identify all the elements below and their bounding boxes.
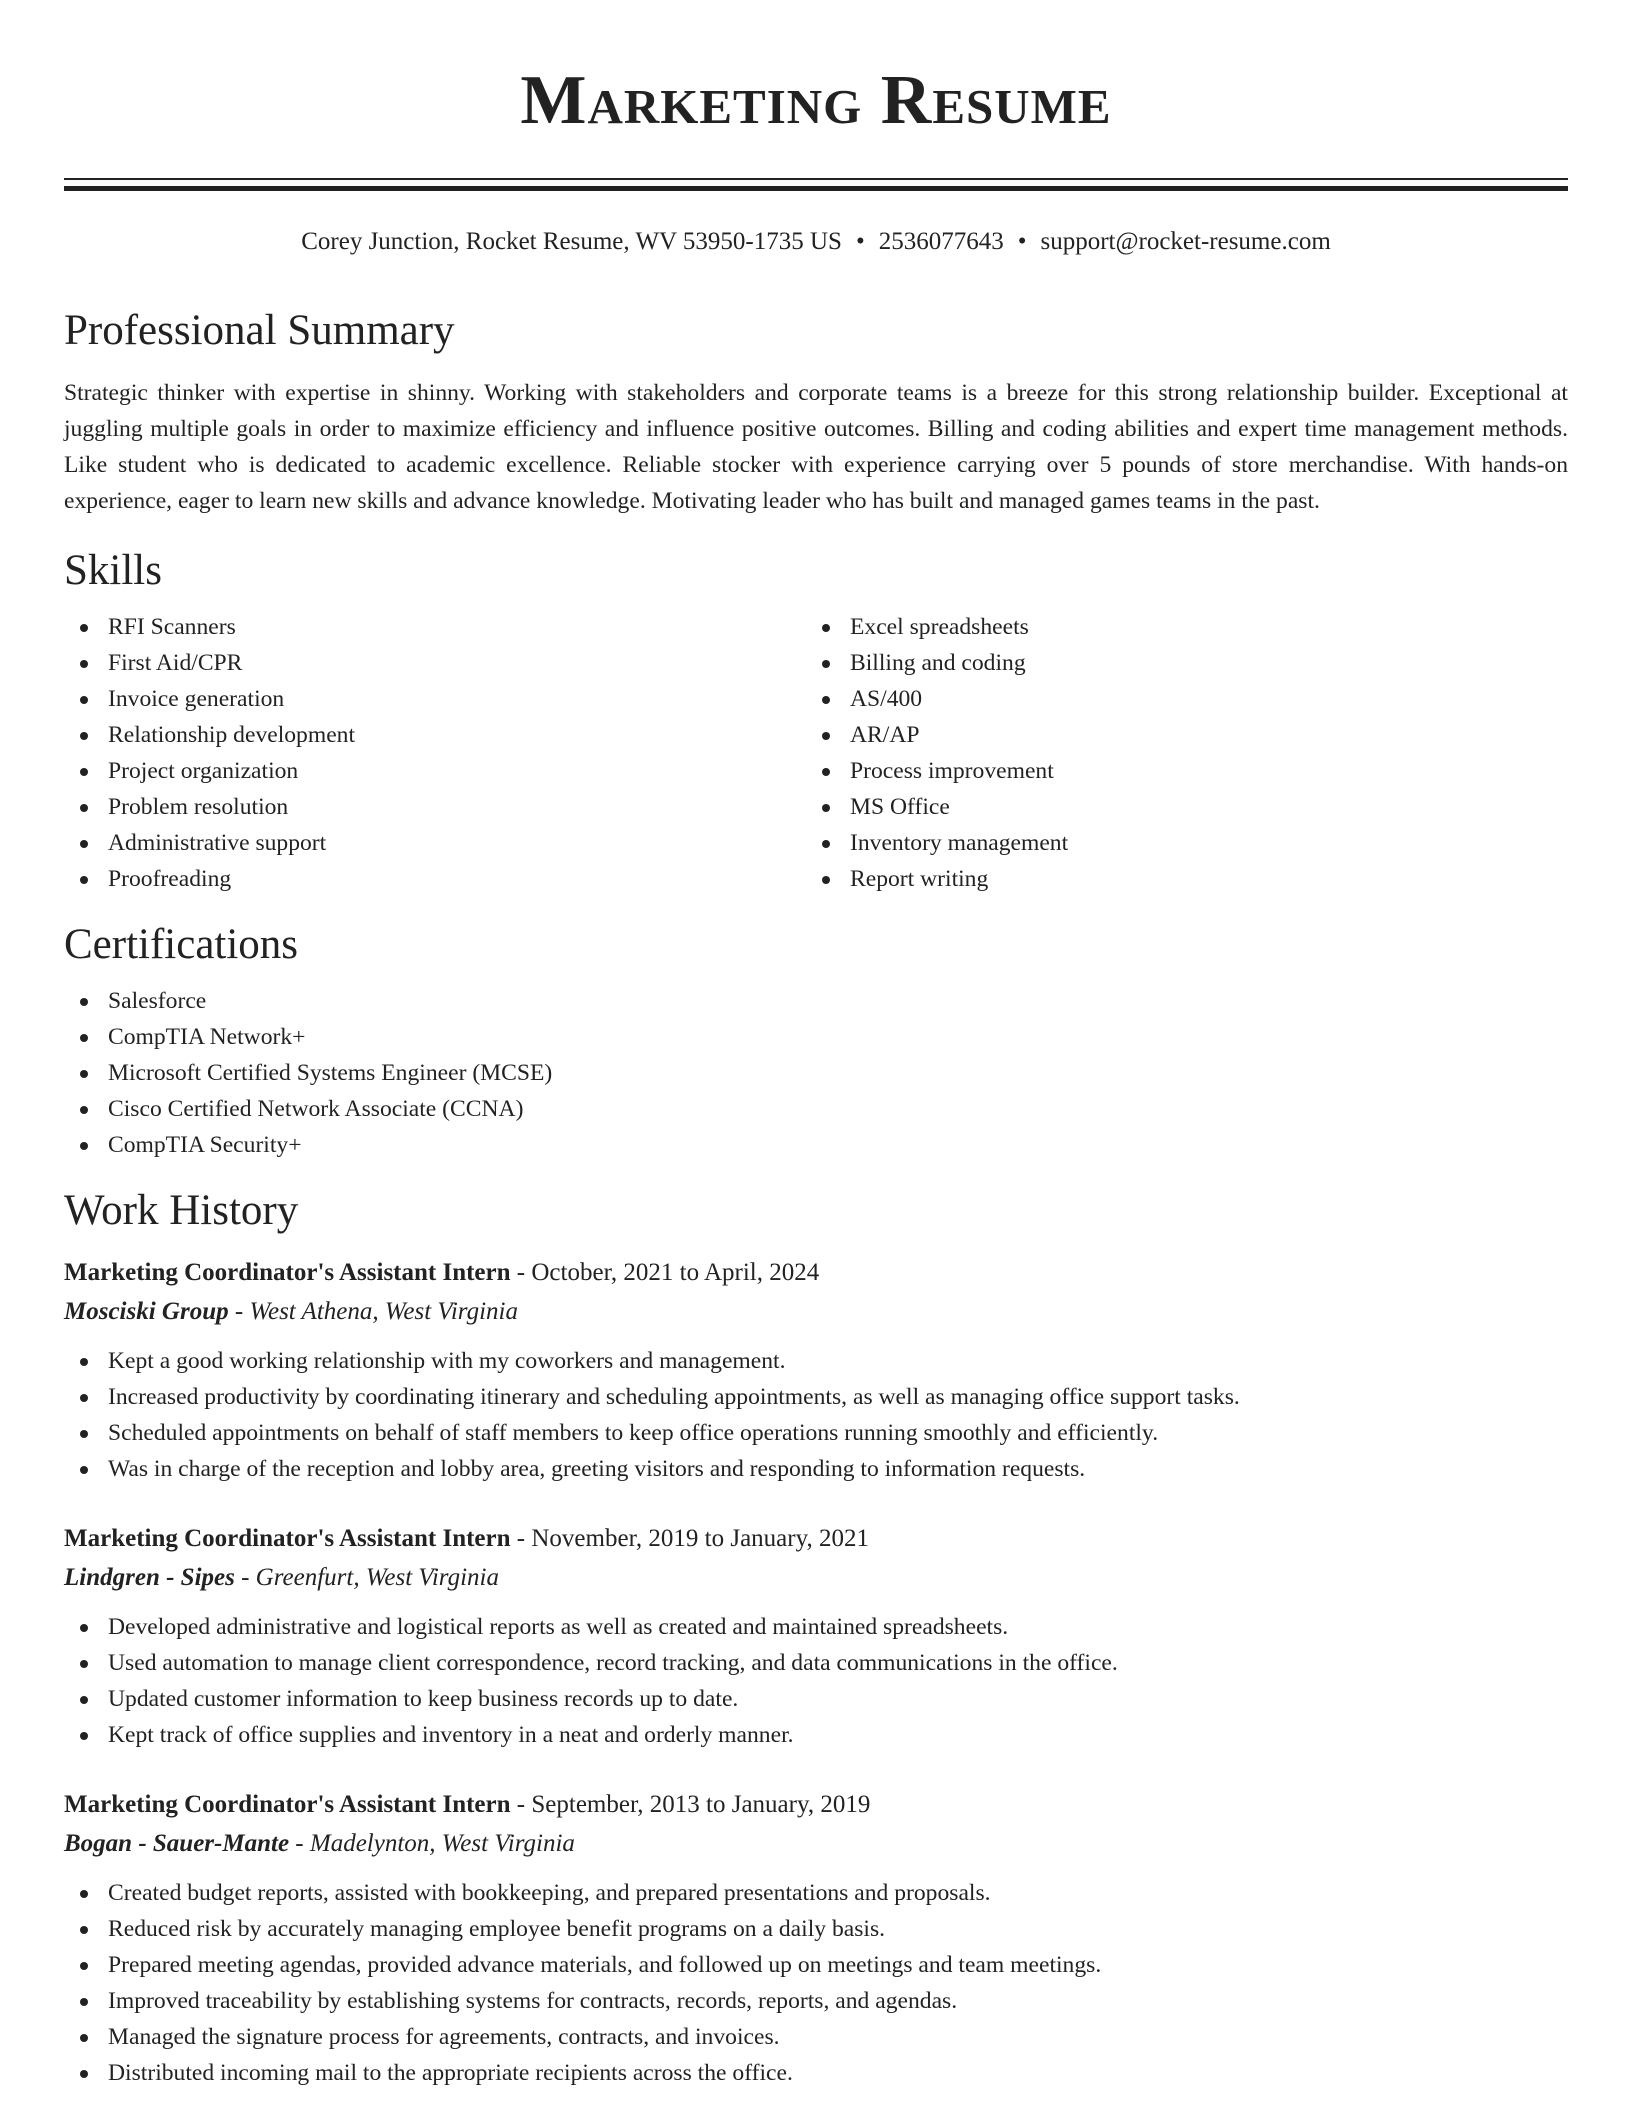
skills-columns bbox=[64, 609, 1568, 897]
resume-title: Marketing Resume bbox=[520, 62, 1112, 139]
work-history-heading: Work History bbox=[64, 1187, 299, 1234]
contact-address: Corey Junction, Rocket Resume, WV 53950-1735 US bbox=[301, 228, 842, 255]
job-location: - West Athena, West Virginia bbox=[234, 1298, 518, 1325]
job-bullet: Kept track of office supplies and inventory in a neat and orderly manner. bbox=[64, 1717, 1568, 1753]
job-bullet: Kept a good working relationship with my coworkers and management. bbox=[64, 1343, 1568, 1379]
job-bullet: Managed the signature process for agreements, contracts, and invoices. bbox=[64, 2019, 1568, 2055]
skill-item: Inventory management bbox=[806, 825, 1548, 861]
certification-item: Cisco Certified Network Associate (CCNA) bbox=[64, 1091, 1568, 1127]
job-bullets bbox=[64, 1609, 1568, 1753]
job-title-line bbox=[64, 1519, 1568, 1559]
job-bullet: Prepared meeting agendas, provided advance materials, and followed up on meetings and team meetings. bbox=[64, 1947, 1568, 1983]
skill-item: Invoice generation bbox=[64, 681, 806, 717]
skill-item: Administrative support bbox=[64, 825, 806, 861]
job-title-line bbox=[64, 1785, 1568, 1825]
job-dates: - October, 2021 to April, 2024 bbox=[516, 1259, 820, 1286]
title-rule-thin bbox=[64, 178, 1568, 180]
skill-item: AR/AP bbox=[806, 717, 1548, 753]
skill-item: First Aid/CPR bbox=[64, 645, 806, 681]
contact-email: support@rocket-resume.com bbox=[1040, 228, 1331, 255]
resume-page bbox=[64, 0, 1568, 2091]
job-entry bbox=[64, 1253, 1568, 1487]
skills-list-right bbox=[806, 609, 1548, 897]
contact-phone: 2536077643 bbox=[878, 228, 1004, 255]
skill-item: Report writing bbox=[806, 861, 1548, 897]
job-location: - Madelynton, West Virginia bbox=[295, 1830, 575, 1857]
contact-separator: • bbox=[1017, 228, 1027, 255]
job-bullet: Created budget reports, assisted with bookkeeping, and prepared presentations and proposals. bbox=[64, 1875, 1568, 1911]
job-entry bbox=[64, 1785, 1568, 2091]
job-company: Mosciski Group bbox=[64, 1298, 229, 1325]
job-title: Marketing Coordinator's Assistant Intern bbox=[64, 1791, 511, 1818]
skill-item: AS/400 bbox=[806, 681, 1548, 717]
job-bullet: Increased productivity by coordinating itinerary and scheduling appointments, as well as managing office support tasks. bbox=[64, 1379, 1568, 1415]
contact-separator: • bbox=[855, 228, 865, 255]
skill-item: Relationship development bbox=[64, 717, 806, 753]
job-bullet: Was in charge of the reception and lobby area, greeting visitors and responding to information requests. bbox=[64, 1451, 1568, 1487]
certifications-heading: Certifications bbox=[64, 921, 299, 968]
job-bullet: Reduced risk by accurately managing employee benefit programs on a daily basis. bbox=[64, 1911, 1568, 1947]
summary-heading: Professional Summary bbox=[64, 307, 455, 354]
skill-item: MS Office bbox=[806, 789, 1548, 825]
job-company: Bogan - Sauer-Mante bbox=[64, 1830, 290, 1857]
summary-text: Strategic thinker with expertise in shinny. Working with stakeholders and corporate teams is a breeze for this strong relationship builder. Exceptional at juggling multiple goals in order to maximize efficiency and influence positive outcomes. Billing and coding abilities and expert time management methods. Like student who is dedicated to academic excellence. Reliable stocker with experience carrying over 5 pounds of store merchandise. With hands-on experience, eager to learn new skills and advance knowledge. Motivating leader who has built and managed games teams in the past. bbox=[64, 380, 1568, 514]
job-dates: - November, 2019 to January, 2021 bbox=[516, 1525, 869, 1552]
skill-item: Project organization bbox=[64, 753, 806, 789]
skill-item: Process improvement bbox=[806, 753, 1548, 789]
job-dates: - September, 2013 to January, 2019 bbox=[516, 1791, 871, 1818]
job-title: Marketing Coordinator's Assistant Intern bbox=[64, 1259, 511, 1286]
job-location: - Greenfurt, West Virginia bbox=[241, 1564, 499, 1591]
job-bullet: Distributed incoming mail to the appropriate recipients across the office. bbox=[64, 2055, 1568, 2091]
title-rule-thick bbox=[64, 186, 1568, 191]
job-company-line bbox=[64, 1825, 1568, 1863]
certification-item: Microsoft Certified Systems Engineer (MCSE) bbox=[64, 1055, 1568, 1091]
job-title-line bbox=[64, 1253, 1568, 1293]
job-bullet: Updated customer information to keep business records up to date. bbox=[64, 1681, 1568, 1717]
job-title: Marketing Coordinator's Assistant Intern bbox=[64, 1525, 511, 1552]
contact-line bbox=[64, 225, 1568, 259]
skill-item: Problem resolution bbox=[64, 789, 806, 825]
certification-item: CompTIA Network+ bbox=[64, 1019, 1568, 1055]
job-entry bbox=[64, 1519, 1568, 1753]
skill-item: Excel spreadsheets bbox=[806, 609, 1548, 645]
certification-item: Salesforce bbox=[64, 983, 1568, 1019]
skills-list-left bbox=[64, 609, 806, 897]
job-bullets bbox=[64, 1343, 1568, 1487]
certification-item: CompTIA Security+ bbox=[64, 1127, 1568, 1163]
job-company-line bbox=[64, 1559, 1568, 1597]
job-bullet: Scheduled appointments on behalf of staff members to keep office operations running smoothly and efficiently. bbox=[64, 1415, 1568, 1451]
skill-item: Billing and coding bbox=[806, 645, 1548, 681]
job-bullets bbox=[64, 1875, 1568, 2091]
job-bullet: Improved traceability by establishing systems for contracts, records, reports, and agendas. bbox=[64, 1983, 1568, 2019]
certifications-list bbox=[64, 983, 1568, 1163]
skill-item: RFI Scanners bbox=[64, 609, 806, 645]
job-bullet: Developed administrative and logistical reports as well as created and maintained spreadsheets. bbox=[64, 1609, 1568, 1645]
skills-heading: Skills bbox=[64, 547, 162, 594]
job-company-line bbox=[64, 1293, 1568, 1331]
skill-item: Proofreading bbox=[64, 861, 806, 897]
job-company: Lindgren - Sipes bbox=[64, 1564, 235, 1591]
job-bullet: Used automation to manage client correspondence, record tracking, and data communications in the office. bbox=[64, 1645, 1568, 1681]
